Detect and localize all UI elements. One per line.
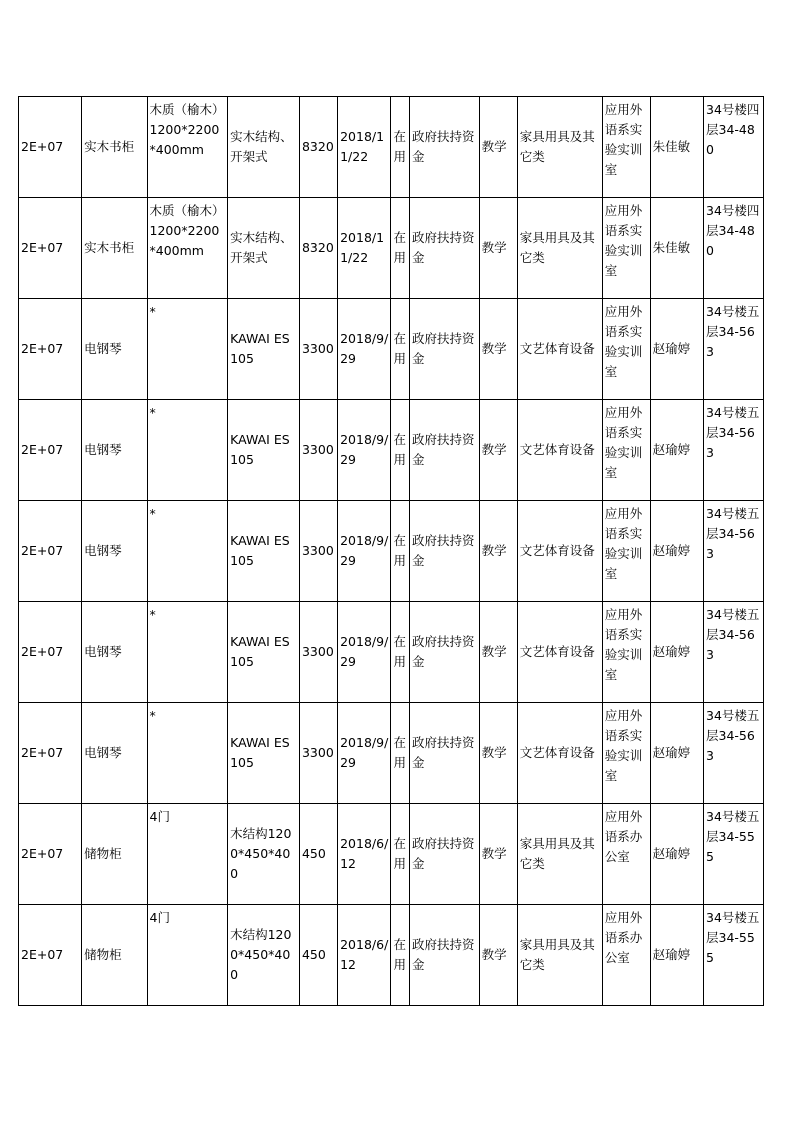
asset-code-cell: 2E+07 [19,804,82,905]
table-row [19,501,764,602]
department-cell: 应用外语系实验实训室 [602,400,650,501]
table-row [19,804,764,905]
status-cell: 在用 [391,501,410,602]
custodian-cell: 朱佳敏 [650,198,703,299]
model-cell: KAWAI ES105 [228,400,300,501]
department-cell: 应用外语系办公室 [602,905,650,1006]
purchase-date-cell: 2018/9/29 [338,703,391,804]
asset-code-cell: 2E+07 [19,299,82,400]
asset-code-cell: 2E+07 [19,905,82,1006]
spec-cell: * [147,703,228,804]
price-cell: 3300 [299,400,337,501]
category-cell: 家具用具及其它类 [517,97,602,198]
funding-source-cell: 政府扶持资金 [409,703,479,804]
status-cell: 在用 [391,703,410,804]
model-cell: 实木结构、开架式 [228,198,300,299]
price-cell: 3300 [299,299,337,400]
asset-name-cell: 实木书柜 [82,97,147,198]
asset-code-cell: 2E+07 [19,97,82,198]
table-row [19,97,764,198]
table-row [19,299,764,400]
category-cell: 文艺体育设备 [517,501,602,602]
location-cell: 34号楼五层34-563 [704,703,764,804]
price-cell: 3300 [299,703,337,804]
custodian-cell: 赵瑜婷 [650,905,703,1006]
custodian-cell: 赵瑜婷 [650,703,703,804]
usage-cell: 教学 [479,501,517,602]
location-cell: 34号楼四层34-480 [704,198,764,299]
price-cell: 450 [299,905,337,1006]
model-cell: 实木结构、开架式 [228,97,300,198]
location-cell: 34号楼五层34-563 [704,400,764,501]
spec-cell: 4门 [147,905,228,1006]
funding-source-cell: 政府扶持资金 [409,97,479,198]
asset-code-cell: 2E+07 [19,198,82,299]
location-cell: 34号楼五层34-563 [704,501,764,602]
location-cell: 34号楼五层34-555 [704,905,764,1006]
asset-name-cell: 电钢琴 [82,602,147,703]
usage-cell: 教学 [479,198,517,299]
department-cell: 应用外语系实验实训室 [602,198,650,299]
location-cell: 34号楼五层34-563 [704,602,764,703]
asset-code-cell: 2E+07 [19,400,82,501]
category-cell: 家具用具及其它类 [517,905,602,1006]
department-cell: 应用外语系办公室 [602,804,650,905]
location-cell: 34号楼四层34-480 [704,97,764,198]
table-row [19,602,764,703]
department-cell: 应用外语系实验实训室 [602,602,650,703]
custodian-cell: 朱佳敏 [650,97,703,198]
purchase-date-cell: 2018/11/22 [338,198,391,299]
usage-cell: 教学 [479,97,517,198]
model-cell: KAWAI ES105 [228,501,300,602]
department-cell: 应用外语系实验实训室 [602,97,650,198]
spec-cell: * [147,501,228,602]
usage-cell: 教学 [479,703,517,804]
asset-code-cell: 2E+07 [19,703,82,804]
department-cell: 应用外语系实验实训室 [602,501,650,602]
department-cell: 应用外语系实验实训室 [602,703,650,804]
custodian-cell: 赵瑜婷 [650,501,703,602]
location-cell: 34号楼五层34-555 [704,804,764,905]
spec-cell: * [147,299,228,400]
asset-name-cell: 电钢琴 [82,501,147,602]
funding-source-cell: 政府扶持资金 [409,501,479,602]
price-cell: 8320 [299,97,337,198]
funding-source-cell: 政府扶持资金 [409,198,479,299]
spec-cell: 木质（榆木）1200*2200*400mm [147,198,228,299]
table-row [19,198,764,299]
category-cell: 文艺体育设备 [517,703,602,804]
model-cell: KAWAI ES105 [228,703,300,804]
asset-name-cell: 电钢琴 [82,400,147,501]
funding-source-cell: 政府扶持资金 [409,299,479,400]
price-cell: 3300 [299,602,337,703]
model-cell: KAWAI ES105 [228,299,300,400]
price-cell: 450 [299,804,337,905]
custodian-cell: 赵瑜婷 [650,602,703,703]
custodian-cell: 赵瑜婷 [650,299,703,400]
usage-cell: 教学 [479,299,517,400]
purchase-date-cell: 2018/9/29 [338,400,391,501]
asset-name-cell: 实木书柜 [82,198,147,299]
table-row [19,400,764,501]
purchase-date-cell: 2018/9/29 [338,299,391,400]
spec-cell: 木质（榆木）1200*2200*400mm [147,97,228,198]
usage-cell: 教学 [479,602,517,703]
spec-cell: * [147,602,228,703]
status-cell: 在用 [391,804,410,905]
asset-table [18,96,764,1006]
asset-name-cell: 储物柜 [82,905,147,1006]
usage-cell: 教学 [479,804,517,905]
purchase-date-cell: 2018/9/29 [338,602,391,703]
category-cell: 文艺体育设备 [517,602,602,703]
model-cell: KAWAI ES105 [228,602,300,703]
asset-code-cell: 2E+07 [19,501,82,602]
status-cell: 在用 [391,299,410,400]
purchase-date-cell: 2018/11/22 [338,97,391,198]
location-cell: 34号楼五层34-563 [704,299,764,400]
category-cell: 文艺体育设备 [517,400,602,501]
model-cell: 木结构1200*450*400 [228,804,300,905]
table-row [19,703,764,804]
spec-cell: 4门 [147,804,228,905]
department-cell: 应用外语系实验实训室 [602,299,650,400]
status-cell: 在用 [391,97,410,198]
category-cell: 家具用具及其它类 [517,198,602,299]
spec-cell: * [147,400,228,501]
funding-source-cell: 政府扶持资金 [409,602,479,703]
table-row [19,905,764,1006]
model-cell: 木结构1200*450*400 [228,905,300,1006]
status-cell: 在用 [391,602,410,703]
status-cell: 在用 [391,198,410,299]
purchase-date-cell: 2018/6/12 [338,905,391,1006]
status-cell: 在用 [391,400,410,501]
purchase-date-cell: 2018/9/29 [338,501,391,602]
asset-name-cell: 储物柜 [82,804,147,905]
category-cell: 家具用具及其它类 [517,804,602,905]
custodian-cell: 赵瑜婷 [650,804,703,905]
status-cell: 在用 [391,905,410,1006]
custodian-cell: 赵瑜婷 [650,400,703,501]
asset-table-body [19,97,764,1006]
usage-cell: 教学 [479,400,517,501]
asset-name-cell: 电钢琴 [82,703,147,804]
funding-source-cell: 政府扶持资金 [409,400,479,501]
purchase-date-cell: 2018/6/12 [338,804,391,905]
price-cell: 8320 [299,198,337,299]
asset-name-cell: 电钢琴 [82,299,147,400]
asset-code-cell: 2E+07 [19,602,82,703]
funding-source-cell: 政府扶持资金 [409,905,479,1006]
usage-cell: 教学 [479,905,517,1006]
category-cell: 文艺体育设备 [517,299,602,400]
funding-source-cell: 政府扶持资金 [409,804,479,905]
price-cell: 3300 [299,501,337,602]
